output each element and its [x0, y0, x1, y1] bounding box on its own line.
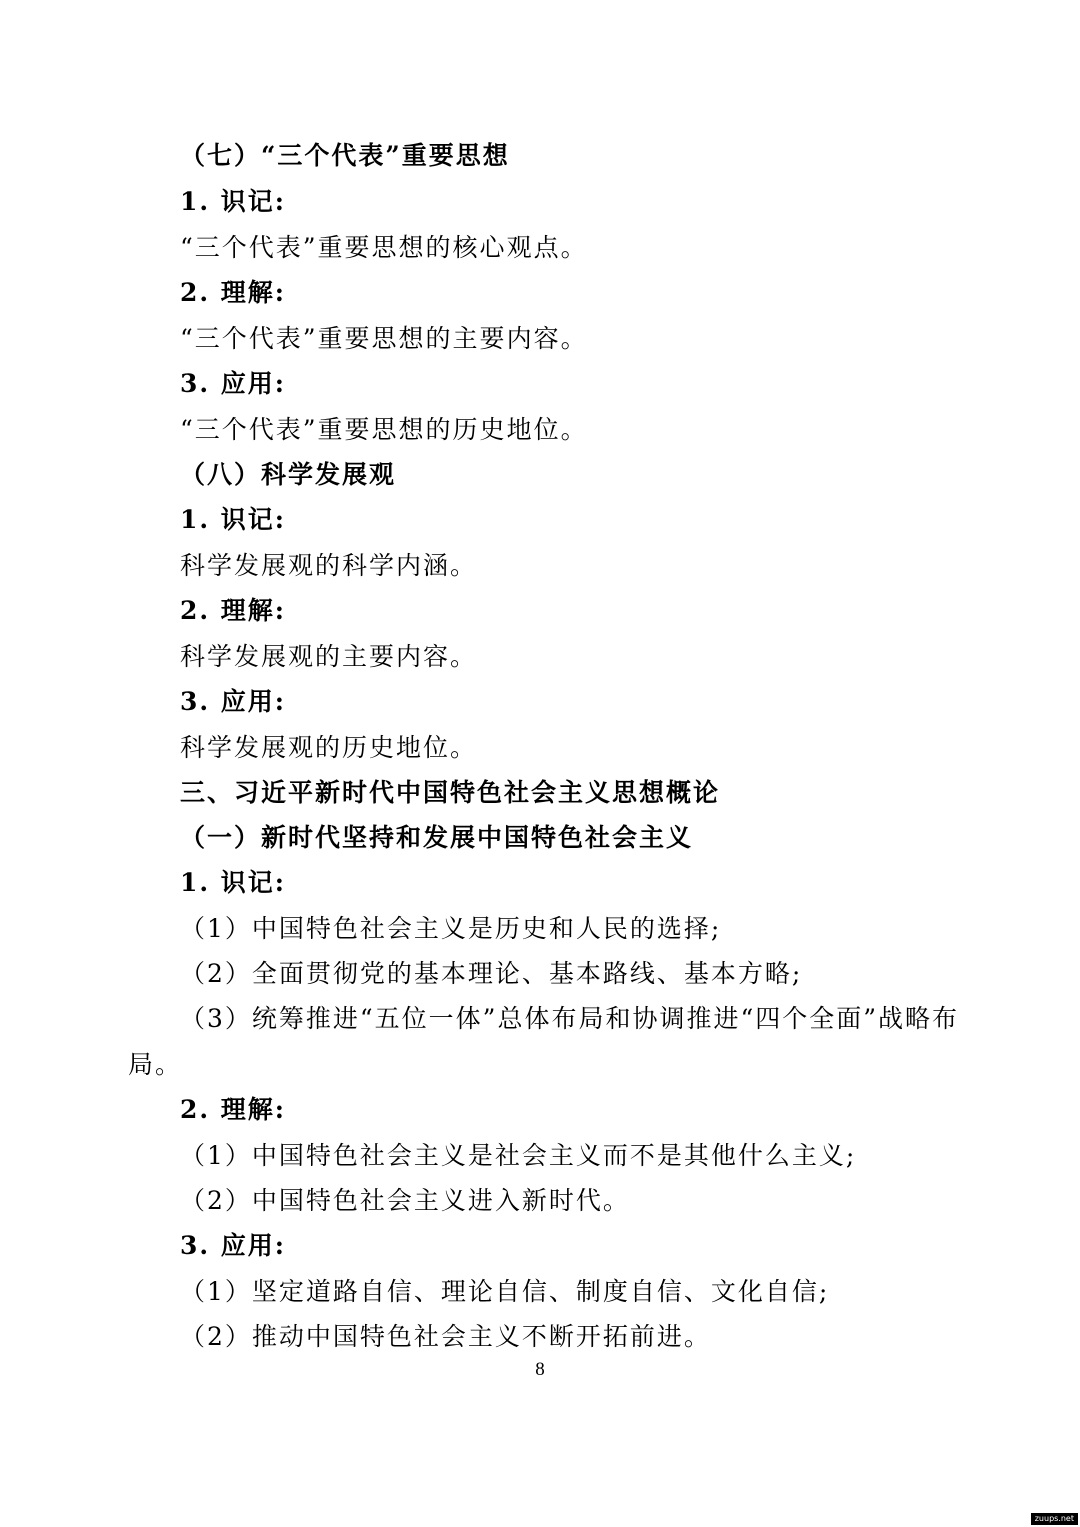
- item-heading-understand: 2. 理解:: [180, 1095, 287, 1124]
- watermark: zuups.net: [1031, 1513, 1078, 1525]
- body-text: “三个代表”重要思想的主要内容。: [180, 324, 588, 353]
- item-heading-apply: 3. 应用:: [180, 687, 287, 716]
- chapter-heading-3: 三、习近平新时代中国特色社会主义思想概论: [180, 778, 721, 807]
- item-heading-apply: 3. 应用:: [180, 369, 287, 398]
- section-heading-1: （一）新时代坚持和发展中国特色社会主义: [180, 823, 694, 852]
- body-text-continuation: 局。: [128, 1050, 183, 1079]
- body-text: 科学发展观的历史地位。: [180, 733, 478, 762]
- item-heading-memorize: 1. 识记:: [180, 505, 287, 534]
- body-text: （3）统筹推进“五位一体”总体布局和协调推进“四个全面”战略布: [180, 1004, 960, 1033]
- body-text: 科学发展观的科学内涵。: [180, 551, 478, 580]
- body-text: （1）中国特色社会主义是历史和人民的选择;: [180, 914, 722, 943]
- body-text: （2）推动中国特色社会主义不断开拓前进。: [180, 1322, 711, 1351]
- body-text: （1）坚定道路自信、理论自信、制度自信、文化自信;: [180, 1277, 830, 1306]
- body-text: （2）全面贯彻党的基本理论、基本路线、基本方略;: [180, 959, 803, 988]
- item-heading-understand: 2. 理解:: [180, 596, 287, 625]
- item-heading-memorize: 1. 识记:: [180, 187, 287, 216]
- page-number: 8: [535, 1359, 545, 1380]
- item-heading-understand: 2. 理解:: [180, 278, 287, 307]
- section-heading-8: （八）科学发展观: [180, 460, 397, 489]
- section-heading-7: （七）“三个代表”重要思想: [180, 141, 510, 170]
- body-text: “三个代表”重要思想的历史地位。: [180, 415, 588, 444]
- item-heading-memorize: 1. 识记:: [180, 868, 287, 897]
- body-text: （1）中国特色社会主义是社会主义而不是其他什么主义;: [180, 1141, 857, 1170]
- body-text: 科学发展观的主要内容。: [180, 642, 478, 671]
- item-heading-apply: 3. 应用:: [180, 1231, 287, 1260]
- body-text: “三个代表”重要思想的核心观点。: [180, 233, 588, 262]
- body-text: （2）中国特色社会主义进入新时代。: [180, 1186, 630, 1215]
